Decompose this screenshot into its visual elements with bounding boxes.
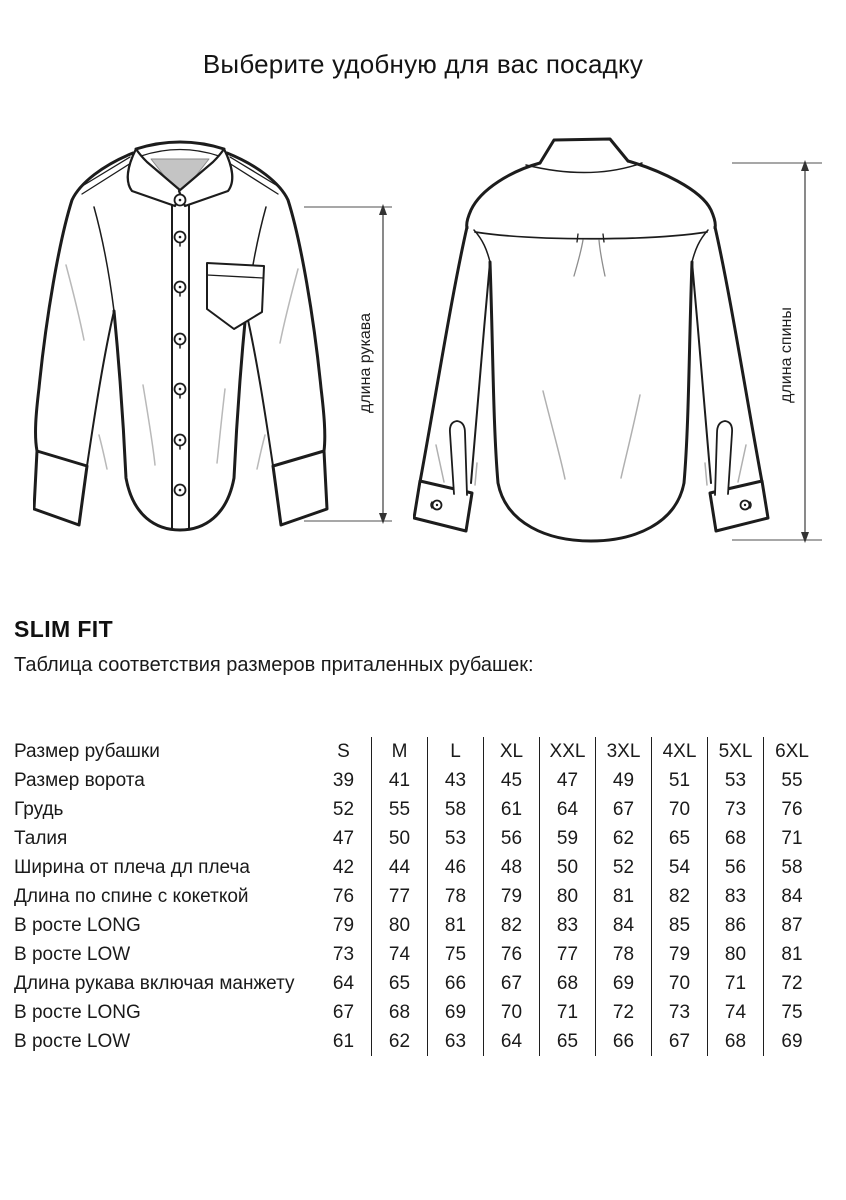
- size-cell: 81: [428, 911, 484, 940]
- fit-heading: SLIM FIT: [14, 616, 114, 642]
- size-cell: 82: [484, 911, 540, 940]
- size-column-header: S: [316, 737, 372, 766]
- size-cell: 53: [708, 766, 764, 795]
- row-label: Длина рукава включая манжету: [14, 973, 295, 994]
- size-cell: 69: [596, 969, 652, 998]
- size-column-header: L: [428, 737, 484, 766]
- size-cell: 82: [652, 882, 708, 911]
- front-buttons: [175, 195, 186, 496]
- size-cell: 72: [781, 973, 803, 994]
- size-cell: 68: [708, 1027, 764, 1056]
- size-cell: 76: [316, 882, 372, 911]
- shirt-back-drawing: [413, 133, 770, 553]
- size-cell: 75: [781, 1002, 803, 1023]
- size-cell: 78: [428, 882, 484, 911]
- size-cell: 47: [316, 824, 372, 853]
- table-header-label: Размер рубашки: [14, 741, 160, 762]
- size-cell: 66: [596, 1027, 652, 1056]
- size-cell: 55: [781, 770, 803, 791]
- size-cell: 81: [596, 882, 652, 911]
- size-cell: 44: [372, 853, 428, 882]
- size-cell: 58: [781, 857, 803, 878]
- size-column-header: M: [372, 737, 428, 766]
- size-cell: 39: [316, 766, 372, 795]
- size-cell: 62: [596, 824, 652, 853]
- size-column-header: XXL: [540, 737, 596, 766]
- size-cell: 76: [781, 799, 803, 820]
- front-chest-pocket: [207, 263, 264, 329]
- back-cuff-buttons: [431, 501, 751, 510]
- size-cell: 41: [372, 766, 428, 795]
- row-label: Талия: [14, 828, 68, 849]
- size-column-header: 5XL: [708, 737, 764, 766]
- size-cell: 56: [708, 853, 764, 882]
- size-cell: 84: [781, 886, 803, 907]
- size-cell: 64: [316, 969, 372, 998]
- size-cell: 78: [596, 940, 652, 969]
- row-label: В росте LONG: [14, 915, 141, 936]
- table-row: [14, 795, 820, 824]
- size-cell: 42: [316, 853, 372, 882]
- table-row: [14, 940, 820, 969]
- size-cell: 72: [596, 998, 652, 1027]
- size-cell: 69: [781, 1031, 803, 1052]
- size-cell: 70: [652, 969, 708, 998]
- size-cell: 61: [316, 1027, 372, 1056]
- size-cell: 80: [708, 940, 764, 969]
- back-shoulders: [467, 161, 716, 228]
- size-cell: 81: [781, 944, 803, 965]
- size-cell: 61: [484, 795, 540, 824]
- size-cell: 85: [652, 911, 708, 940]
- size-cell: 50: [372, 824, 428, 853]
- sleeve-length-label: длина рукава: [357, 313, 374, 413]
- size-cell: 75: [428, 940, 484, 969]
- table-row: [14, 853, 820, 882]
- size-cell: 69: [428, 998, 484, 1027]
- size-cell: 50: [540, 853, 596, 882]
- size-cell: 56: [484, 824, 540, 853]
- back-yoke-seam: [475, 232, 707, 239]
- size-column-header: 3XL: [596, 737, 652, 766]
- size-cell: 77: [540, 940, 596, 969]
- size-cell: 58: [428, 795, 484, 824]
- size-cell: 65: [652, 824, 708, 853]
- size-cell: 55: [372, 795, 428, 824]
- table-row: [14, 766, 820, 795]
- size-column-header: XL: [484, 737, 540, 766]
- size-cell: 79: [652, 940, 708, 969]
- size-table: [14, 737, 820, 1056]
- size-cell: 68: [372, 998, 428, 1027]
- row-label: Грудь: [14, 799, 64, 820]
- table-row: [14, 824, 820, 853]
- sleeve-length-arrow: [298, 198, 398, 530]
- table-row: [14, 882, 820, 911]
- size-cell: 67: [316, 998, 372, 1027]
- size-cell: 52: [596, 853, 652, 882]
- front-placket: [172, 203, 189, 529]
- size-column-header: 6XL: [775, 741, 809, 762]
- size-cell: 64: [484, 1027, 540, 1056]
- size-cell: 43: [428, 766, 484, 795]
- size-cell: 79: [484, 882, 540, 911]
- size-cell: 77: [372, 882, 428, 911]
- size-cell: 66: [428, 969, 484, 998]
- size-cell: 87: [781, 915, 803, 936]
- table-row: [14, 998, 820, 1027]
- size-cell: 59: [540, 824, 596, 853]
- size-cell: 51: [652, 766, 708, 795]
- row-label: В росте LOW: [14, 944, 131, 965]
- size-cell: 48: [484, 853, 540, 882]
- size-cell: 68: [708, 824, 764, 853]
- row-label: Ширина от плеча дл плеча: [14, 857, 250, 878]
- size-cell: 67: [484, 969, 540, 998]
- size-cell: 71: [540, 998, 596, 1027]
- size-cell: 80: [540, 882, 596, 911]
- size-cell: 67: [652, 1027, 708, 1056]
- size-cell: 71: [781, 828, 803, 849]
- size-cell: 74: [708, 998, 764, 1027]
- size-cell: 76: [484, 940, 540, 969]
- size-cell: 64: [540, 795, 596, 824]
- size-cell: 83: [708, 882, 764, 911]
- size-cell: 63: [428, 1027, 484, 1056]
- size-cell: 54: [652, 853, 708, 882]
- size-cell: 65: [540, 1027, 596, 1056]
- back-left-sleeve-placket: [450, 421, 467, 495]
- back-length-label: длина спины: [778, 307, 795, 403]
- size-cell: 80: [372, 911, 428, 940]
- row-label: В росте LONG: [14, 1002, 141, 1023]
- size-cell: 86: [708, 911, 764, 940]
- fit-subtitle: Таблица соответствия размеров приталенных рубашек:: [14, 654, 534, 676]
- back-body-outline: [490, 262, 692, 541]
- size-cell: 46: [428, 853, 484, 882]
- table-row: [14, 911, 820, 940]
- size-cell: 71: [708, 969, 764, 998]
- size-cell: 79: [316, 911, 372, 940]
- front-left-cuff: [34, 451, 87, 525]
- back-collar: [540, 139, 628, 163]
- table-header-row: [14, 737, 820, 766]
- row-label: Длина по спине с кокеткой: [14, 886, 249, 907]
- size-cell: 68: [540, 969, 596, 998]
- size-cell: 49: [596, 766, 652, 795]
- size-cell: 70: [652, 795, 708, 824]
- table-row: [14, 969, 820, 998]
- front-left-sleeve-outline: [36, 153, 133, 451]
- row-label: В росте LOW: [14, 1031, 131, 1052]
- size-cell: 73: [708, 795, 764, 824]
- size-cell: 65: [372, 969, 428, 998]
- size-cell: 84: [596, 911, 652, 940]
- size-cell: 53: [428, 824, 484, 853]
- size-cell: 47: [540, 766, 596, 795]
- table-row: [14, 1027, 820, 1056]
- size-cell: 73: [652, 998, 708, 1027]
- size-cell: 73: [316, 940, 372, 969]
- size-cell: 74: [372, 940, 428, 969]
- size-column-header: 4XL: [652, 737, 708, 766]
- size-cell: 70: [484, 998, 540, 1027]
- size-cell: 67: [596, 795, 652, 824]
- size-cell: 62: [372, 1027, 428, 1056]
- size-cell: 83: [540, 911, 596, 940]
- page-title: Выберите удобную для вас посадку: [202, 49, 644, 79]
- size-cell: 45: [484, 766, 540, 795]
- row-label: Размер ворота: [14, 770, 145, 791]
- size-cell: 52: [316, 795, 372, 824]
